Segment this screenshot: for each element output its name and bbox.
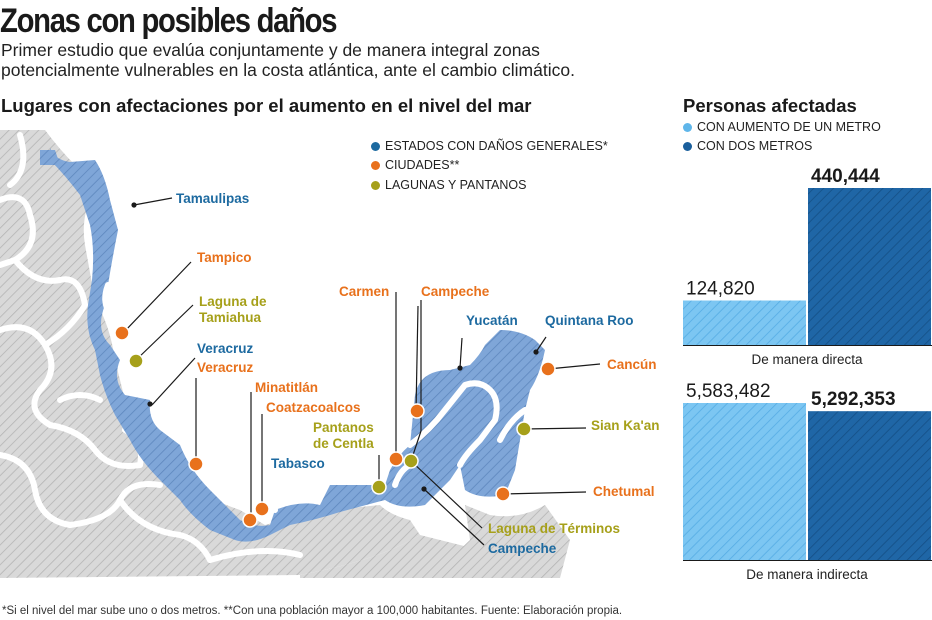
label-cancun: Cancún (607, 357, 657, 372)
legend-states-label: ESTADOS CON DAÑOS GENERALES* (385, 139, 608, 153)
legend-one-meter (683, 120, 881, 134)
marker-campeche-state (421, 486, 426, 491)
marker-campeche-city (410, 404, 424, 418)
marker-carmen (389, 452, 403, 466)
marker-tamiahua (129, 354, 143, 368)
marker-cancun (541, 362, 555, 376)
page-title: Zonas con posibles daños (0, 2, 337, 40)
label-tabasco: Tabasco (271, 456, 325, 471)
label-campeche-city: Campeche (421, 284, 490, 299)
olive-dot-icon (371, 181, 380, 190)
orange-dot-icon (371, 161, 380, 170)
bar-directa-un-metro (683, 301, 806, 345)
label-coatzacoalcos: Coatzacoalcos (266, 400, 361, 415)
label-centla-1: Pantanos (313, 420, 374, 435)
marker-centla (372, 480, 386, 494)
subtitle-line-2: potencialmente vulnerables en la costa atlántica, ante el cambio climático. (1, 60, 575, 80)
marker-tampico (115, 326, 129, 340)
label-centla-2: de Centla (313, 436, 374, 451)
map-heading: Lugares con afectaciones por el aumento en el nivel del mar (1, 95, 532, 116)
data-label-indirecta-un-metro: 5,583,482 (686, 381, 771, 402)
marker-sian-kaan (517, 422, 531, 436)
legend-two-meters (683, 139, 812, 153)
label-tamiahua-2: Tamiahua (199, 310, 262, 325)
legend-cities (371, 158, 459, 172)
category-label-directa: De manera directa (751, 352, 863, 367)
marker-chetumal (496, 487, 510, 501)
marker-terminos (404, 454, 418, 468)
label-campeche-state: Campeche (488, 541, 557, 556)
label-tamaulipas: Tamaulipas (176, 191, 250, 206)
people-heading: Personas afectadas (683, 95, 857, 116)
label-tampico: Tampico (197, 250, 252, 265)
label-chetumal: Chetumal (593, 484, 655, 499)
marker-veracruz-state (147, 401, 152, 406)
label-veracruz-state: Veracruz (197, 341, 254, 356)
subtitle-line-1: Primer estudio que evalúa conjuntamente y de manera integral zonas (1, 40, 540, 60)
marker-tamaulipas (131, 202, 136, 207)
label-carmen: Carmen (339, 284, 390, 299)
marker-minatitlan (243, 513, 257, 527)
bar-directa-dos-metros (808, 188, 931, 345)
blue-dot-icon (371, 142, 380, 151)
footnote: *Si el nivel del mar sube uno o dos metros. **Con una población mayor a 100,000 habitantes. Fuente: Elaboración propia. (2, 605, 623, 617)
category-label-indirecta: De manera indirecta (746, 567, 868, 582)
label-yucatan: Yucatán (466, 313, 518, 328)
label-sian-kaan: Sian Ka'an (591, 418, 660, 433)
label-tamiahua-1: Laguna de (199, 294, 267, 309)
label-terminos: Laguna de Términos (488, 521, 621, 536)
data-label-directa-dos-metros: 440,444 (811, 166, 880, 187)
bars-group (683, 166, 932, 582)
legend-one-meter-label: CON AUMENTO DE UN METRO (697, 120, 881, 134)
marker-veracruz-city (189, 457, 203, 471)
legend-states (371, 139, 608, 153)
label-quintana-roo: Quintana Roo (545, 313, 634, 328)
bar-indirecta-dos-metros (808, 411, 931, 560)
legend-lagoons (371, 178, 526, 192)
marker-quintana-roo (533, 349, 538, 354)
legend-cities-label: CIUDADES** (385, 158, 460, 172)
label-minatitlan: Minatitlán (255, 380, 318, 395)
legend-lagoons-label: LAGUNAS Y PANTANOS (385, 178, 527, 192)
label-veracruz-city: Veracruz (197, 360, 254, 375)
data-label-directa-un-metro: 124,820 (686, 278, 755, 300)
marker-coatzacoalcos (255, 502, 269, 516)
legend-two-meters-label: CON DOS METROS (697, 139, 813, 153)
marker-yucatan (457, 365, 462, 370)
dark-blue-dot-icon (683, 142, 692, 151)
bar-indirecta-un-metro (683, 403, 806, 560)
data-label-indirecta-dos-metros: 5,292,353 (811, 389, 896, 411)
people-affected-chart (683, 160, 932, 590)
light-blue-dot-icon (683, 123, 692, 132)
